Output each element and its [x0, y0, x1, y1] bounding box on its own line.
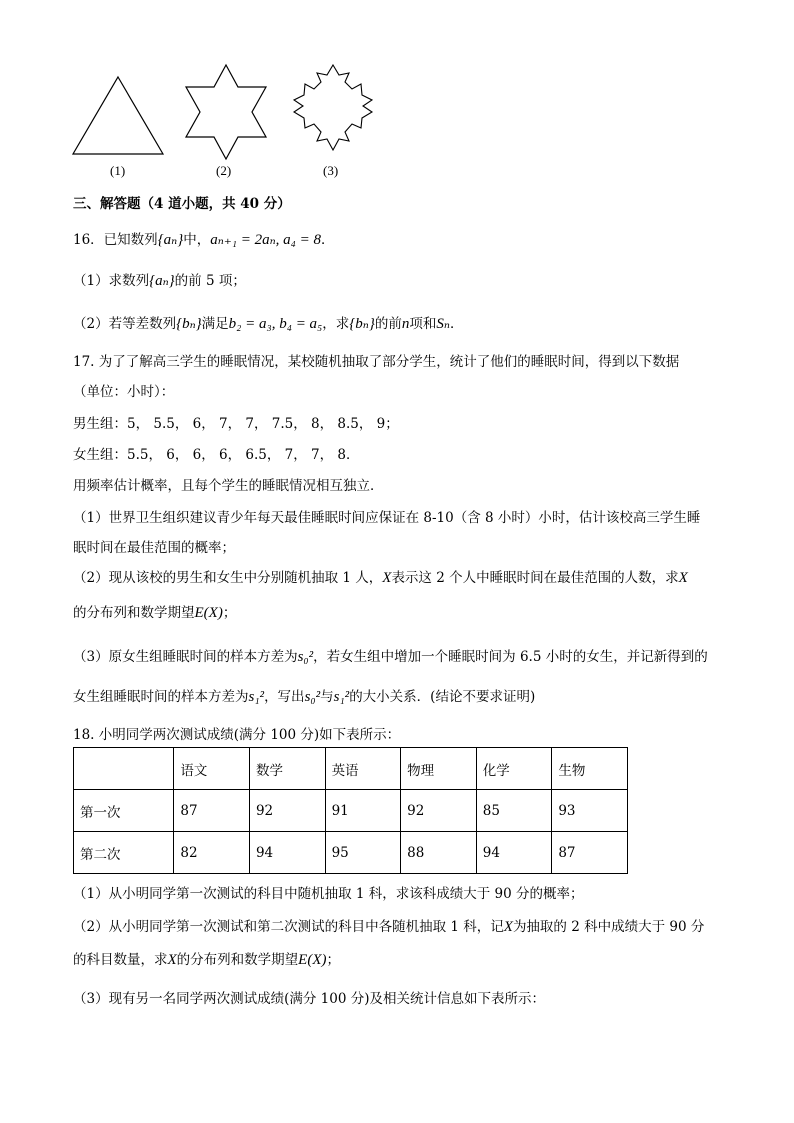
figure-caption-1: (1)	[110, 163, 126, 178]
table-cell: 93	[552, 790, 628, 832]
q18-p2-X2: X	[167, 952, 177, 968]
q17-p3-d: ，写出	[264, 689, 305, 705]
q16-seq: {aₙ}	[157, 232, 184, 248]
q17-p3-s0: s₀²	[297, 649, 314, 665]
q17-part3-line1	[73, 645, 708, 666]
table-cell: 94	[476, 832, 552, 874]
table-header-cell: 语文	[174, 748, 250, 790]
table-row	[74, 832, 628, 874]
section-title: 三、解答题（4 道小题，共 40 分）	[73, 196, 291, 212]
q17-girls-data: 女生组：5.5， 6， 6， 6， 6.5， 7， 7， 8．	[73, 447, 360, 463]
q17-p2-c: 的分布列和数学期望	[73, 605, 195, 621]
q16-p2-end: ．	[449, 316, 464, 332]
q18-p2-b: 为抽取的 2 科中成绩大于 90 分	[512, 919, 705, 935]
table-cell: 92	[401, 790, 477, 832]
q18-intro: 18. 小明同学两次测试成绩(满分 100 分)如下表所示：	[73, 727, 401, 743]
q18-p2-a: （2）从小明同学第一次测试和第二次测试的科目中各随机抽取 1 科，记	[73, 919, 504, 935]
q16-stem	[73, 228, 335, 249]
q16-p2-mid3: 的前	[374, 316, 402, 332]
q17-line1: 17. 为了了解高三学生的睡眠情况，某校随机抽取了部分学生，统计了他们的睡眠时间，得到以下数据	[73, 354, 680, 370]
q18-part1: （1）从小明同学第一次测试的科目中随机抽取 1 科，求该科成绩大于 90 分的概率；	[73, 886, 584, 902]
figure-hexagram	[178, 62, 274, 162]
table-cell: 87	[552, 832, 628, 874]
q17-boys-data: 男生组：5， 5.5， 6， 7， 7， 7.5， 8， 8.5， 9；	[73, 416, 399, 432]
q17-p3-s1: s₁²	[248, 689, 265, 705]
q17-part3-line2	[73, 685, 535, 706]
q16-p2-S: Sₙ	[436, 316, 450, 332]
q16-p1-rest: 的前 5 项；	[174, 273, 246, 289]
figure-caption-2: (2)	[216, 163, 232, 178]
table-header-row	[74, 748, 628, 790]
q16-p2-mid2: ，求	[322, 316, 350, 332]
q16-part2	[73, 312, 463, 333]
q16-p1-seq: {aₙ}	[149, 273, 175, 289]
q17-p3-a: （3）原女生组睡眠时间的样本方差为	[73, 649, 298, 665]
table-cell: 91	[325, 790, 401, 832]
q16-end: ．	[321, 232, 335, 248]
q16-mid: 中，	[183, 232, 211, 248]
q16-part1	[73, 269, 246, 290]
q17-p3-s0b: s₀²	[304, 689, 321, 705]
q17-p2-X: X	[382, 570, 392, 586]
table-cell: 87	[174, 790, 250, 832]
q16-p2-n: n	[401, 316, 410, 332]
q16-p2-prefix: （2）若等差数列	[73, 316, 177, 332]
q18-part2-line1	[73, 915, 704, 936]
table-cell: 85	[476, 790, 552, 832]
table-header-cell: 生物	[552, 748, 628, 790]
figure-triangle	[70, 74, 166, 158]
q18-p2-d: 的分布列和数学期望	[176, 952, 299, 968]
q18-p2-EX: E(X)	[298, 952, 327, 968]
q17-note: 用频率估计概率，且每个学生的睡眠情况相互独立．	[73, 478, 384, 494]
table-header-cell: 数学	[249, 748, 325, 790]
q18-p2-e: ；	[326, 952, 340, 968]
q17-p3-s1b: s₁²	[333, 689, 350, 705]
q16-p2-mid4: 项和	[409, 316, 437, 332]
q17-p2-d: ；	[222, 605, 237, 621]
q17-part2-line1	[73, 566, 688, 587]
table-header-cell	[74, 748, 174, 790]
figure-koch-star	[288, 62, 378, 158]
table-header-cell: 物理	[401, 748, 477, 790]
q17-p3-b: ，若女生组中增加一个睡眠时间为 6.5 小时的女生，并记新得到的	[313, 649, 708, 665]
scores-table	[73, 747, 628, 874]
q17-line2: （单位：小时）：	[73, 384, 175, 400]
q16-prefix: 16．已知数列	[73, 232, 158, 248]
q17-part1-line2: 眠时间在最佳范围的概率；	[73, 540, 235, 556]
q17-part2-line2	[73, 601, 236, 622]
q17-p3-e: 与	[320, 689, 334, 705]
q17-p2-a: （2）现从该校的男生和女生中分别随机抽取 1 人，	[73, 570, 383, 586]
table-cell: 88	[401, 832, 477, 874]
q18-part3: （3）现有另一名同学两次测试成绩(满分 100 分)及相关统计信息如下表所示：	[73, 991, 545, 1007]
q18-part2-line2	[73, 948, 340, 969]
figure-caption-3: (3)	[323, 163, 339, 178]
q17-p2-b: 表示这 2 个人中睡眠时间在最佳范围的人数，求	[391, 570, 679, 586]
q16-p2-mid: 满足	[201, 316, 229, 332]
table-row	[74, 790, 628, 832]
q18-p2-c: 的科目数量，求	[73, 952, 168, 968]
q18-p2-X: X	[503, 919, 513, 935]
q17-p2-X2: X	[678, 570, 688, 586]
table-header-cell: 化学	[476, 748, 552, 790]
table-cell: 94	[249, 832, 325, 874]
q16-p2-formula: b₂ = a₃, b₄ = a₅	[228, 316, 323, 332]
table-cell: 第二次	[74, 832, 174, 874]
q16-p2-seq2: {bₙ}	[349, 316, 375, 332]
table-cell: 第一次	[74, 790, 174, 832]
table-cell: 95	[325, 832, 401, 874]
q16-formula: aₙ₊₁ = 2aₙ, a₄ = 8	[210, 232, 322, 248]
table-cell: 82	[174, 832, 250, 874]
q16-p1-prefix: （1）求数列	[73, 273, 150, 289]
q17-part1-line1: （1）世界卫生组织建议青少年每天最佳睡眠时间应保证在 8-10（含 8 小时）小时，估计该校高三学生睡	[73, 510, 701, 526]
table-cell: 92	[249, 790, 325, 832]
q17-p3-f: 的大小关系．(结论不要求证明)	[349, 689, 536, 705]
q17-p2-EX: E(X)	[194, 605, 223, 621]
table-header-cell: 英语	[325, 748, 401, 790]
q16-p2-seq: {bₙ}	[176, 316, 202, 332]
q17-p3-c: 女生组睡眠时间的样本方差为	[73, 689, 249, 705]
